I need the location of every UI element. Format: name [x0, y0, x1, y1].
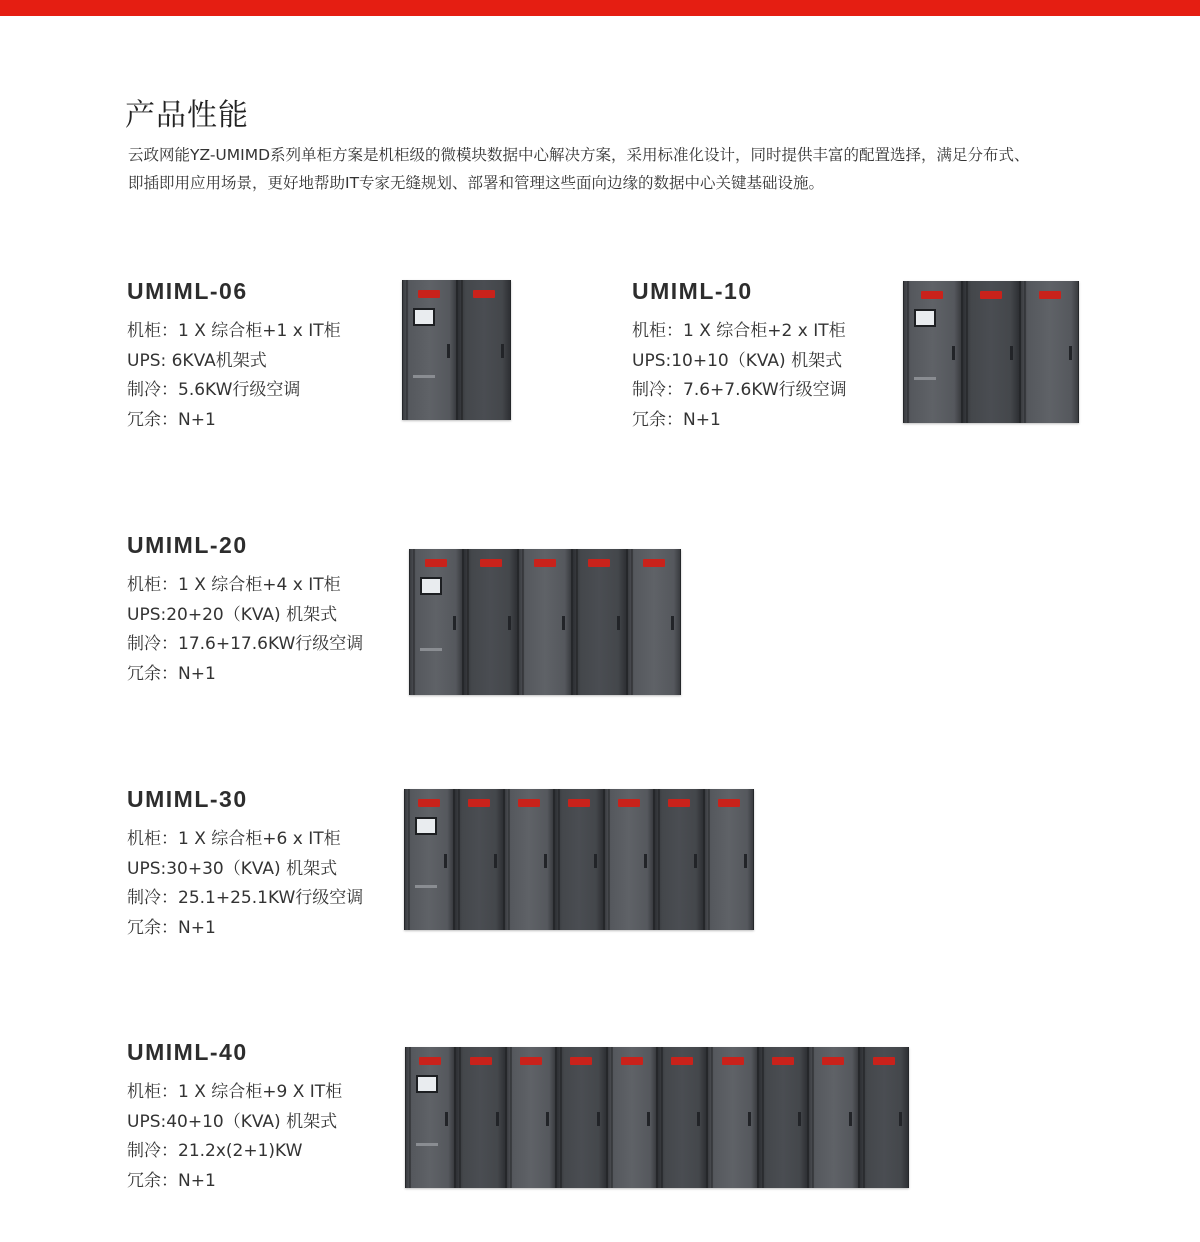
door-handle-icon [546, 1112, 549, 1126]
brand-logo-icon [722, 1057, 744, 1065]
door-handle-icon [1010, 346, 1013, 360]
spec-cabinet: 机柜：1 X 综合柜+9 X IT柜 [127, 1082, 343, 1102]
spec-ups: UPS: 6KVA机架式 [127, 350, 267, 371]
integrated-cabinet [409, 549, 463, 695]
cabinet-edge [508, 789, 510, 930]
intro-line: 即插即用应用场景，更好地帮助IT专家无缝规划、部署和管理这些面向边缘的数据中心关键基础设施。 [128, 174, 825, 192]
brand-logo-icon [1039, 291, 1061, 299]
it-cabinet [572, 549, 626, 695]
it-cabinet [556, 1047, 606, 1188]
door-handle-icon [447, 344, 450, 358]
cabinet-edge [510, 1047, 512, 1188]
cabinet-edge [661, 1047, 663, 1188]
cabinet-edge [812, 1047, 814, 1188]
product-name: UMIML-30 [127, 786, 248, 812]
door-handle-icon [697, 1112, 700, 1126]
cabinet-edge [576, 549, 578, 695]
vent-slot [416, 1143, 438, 1146]
spec-cabinet: 机柜：1 X 综合柜+2 x IT柜 [632, 321, 846, 341]
spec-cooling: 制冷：21.2x(2+1)KW [127, 1141, 303, 1161]
cabinet-edge [608, 789, 610, 930]
cabinet-edge [459, 1047, 461, 1188]
door-handle-icon [544, 854, 547, 868]
door-handle-icon [798, 1112, 801, 1126]
control-screen-icon [415, 817, 437, 835]
product-umiml-30 [127, 786, 363, 943]
spec-redundancy: 冗余：N+1 [632, 409, 721, 430]
door-handle-icon [617, 616, 620, 630]
cabinet-edge [1024, 281, 1026, 423]
control-screen-icon [420, 577, 442, 595]
door-handle-icon [445, 1112, 448, 1126]
cabinet-edge [461, 280, 463, 420]
spec-list [632, 317, 847, 435]
it-cabinet [962, 281, 1021, 423]
it-cabinet [504, 789, 554, 930]
door-handle-icon [744, 854, 747, 868]
door-handle-icon [748, 1112, 751, 1126]
brand-logo-icon [568, 799, 590, 807]
spec-redundancy: 冗余：N+1 [127, 663, 216, 684]
door-handle-icon [597, 1112, 600, 1126]
it-cabinet [455, 1047, 505, 1188]
it-cabinet [704, 789, 754, 930]
door-handle-icon [594, 854, 597, 868]
door-handle-icon [647, 1112, 650, 1126]
intro-paragraph [128, 141, 1118, 197]
cabinet-edge [409, 1047, 411, 1188]
brand-logo-icon [921, 291, 943, 299]
brand-logo-icon [470, 1057, 492, 1065]
brand-logo-icon [643, 559, 665, 567]
brand-logo-icon [570, 1057, 592, 1065]
cabinet-edge [658, 789, 660, 930]
product-name: UMIML-10 [632, 278, 753, 304]
door-handle-icon [952, 346, 955, 360]
it-cabinet [654, 789, 704, 930]
integrated-cabinet [402, 280, 457, 420]
spec-cabinet: 机柜：1 X 综合柜+6 x IT柜 [127, 829, 341, 849]
brand-logo-icon [418, 290, 440, 298]
brand-logo-icon [520, 1057, 542, 1065]
cabinet-image-umiml-20 [409, 549, 681, 695]
spec-ups: UPS:30+30（KVA) 机架式 [127, 858, 338, 879]
cabinet-edge [413, 549, 415, 695]
cabinet-image-umiml-10 [903, 281, 1079, 423]
door-handle-icon [444, 854, 447, 868]
product-umiml-20 [127, 532, 363, 689]
brand-logo-icon [480, 559, 502, 567]
spec-cooling: 制冷：25.1+25.1KW行级空调 [127, 888, 364, 908]
spec-list [127, 1078, 342, 1196]
spec-redundancy: 冗余：N+1 [127, 917, 216, 938]
brand-logo-icon [418, 799, 440, 807]
it-cabinet [454, 789, 504, 930]
door-handle-icon [849, 1112, 852, 1126]
door-handle-icon [694, 854, 697, 868]
spec-cabinet: 机柜：1 X 综合柜+4 x IT柜 [127, 575, 341, 595]
product-umiml-10 [632, 278, 847, 435]
spec-cooling: 制冷：7.6+7.6KW行级空调 [632, 380, 847, 400]
cabinet-edge [711, 1047, 713, 1188]
spec-cooling: 制冷：17.6+17.6KW行级空调 [127, 634, 364, 654]
cabinet-edge [708, 789, 710, 930]
spec-redundancy: 冗余：N+1 [127, 1170, 216, 1191]
product-umiml-06 [127, 278, 341, 435]
brand-logo-icon [588, 559, 610, 567]
brand-logo-icon [980, 291, 1002, 299]
product-name: UMIML-20 [127, 532, 248, 558]
it-cabinet [657, 1047, 707, 1188]
spec-ups: UPS:10+10（KVA) 机架式 [632, 350, 843, 371]
door-handle-icon [899, 1112, 902, 1126]
spec-ups: UPS:20+20（KVA) 机架式 [127, 604, 338, 625]
vent-slot [415, 885, 437, 888]
cabinet-edge [408, 789, 410, 930]
it-cabinet [463, 549, 517, 695]
spec-list [127, 317, 341, 435]
door-handle-icon [453, 616, 456, 630]
control-screen-icon [914, 309, 936, 327]
spec-list [127, 825, 363, 943]
spec-list [127, 571, 363, 689]
spec-cooling: 制冷：5.6KW行级空调 [127, 380, 301, 400]
door-handle-icon [508, 616, 511, 630]
vent-slot [914, 377, 936, 380]
cabinet-edge [631, 549, 633, 695]
brand-logo-icon [873, 1057, 895, 1065]
brand-logo-icon [668, 799, 690, 807]
it-cabinet [607, 1047, 657, 1188]
it-cabinet [506, 1047, 556, 1188]
spec-ups: UPS:40+10（KVA) 机架式 [127, 1111, 338, 1132]
door-handle-icon [1069, 346, 1072, 360]
it-cabinet [627, 549, 681, 695]
brand-logo-icon [618, 799, 640, 807]
it-cabinet [554, 789, 604, 930]
top-accent-bar [0, 0, 1200, 16]
intro-line: 云政网能YZ-UMIMD系列单柜方案是机柜级的微模块数据中心解决方案，采用标准化设计，同时提供丰富的配置选择，满足分布式、 [128, 146, 1030, 164]
spec-cabinet: 机柜：1 X 综合柜+1 x IT柜 [127, 321, 341, 341]
brand-logo-icon [621, 1057, 643, 1065]
it-cabinet [604, 789, 654, 930]
it-cabinet [758, 1047, 808, 1188]
door-handle-icon [501, 344, 504, 358]
it-cabinet [808, 1047, 858, 1188]
control-screen-icon [416, 1075, 438, 1093]
product-name: UMIML-06 [127, 278, 248, 304]
vent-slot [420, 648, 442, 651]
door-handle-icon [494, 854, 497, 868]
it-cabinet [518, 549, 572, 695]
cabinet-edge [558, 789, 560, 930]
it-cabinet [859, 1047, 909, 1188]
brand-logo-icon [671, 1057, 693, 1065]
brand-logo-icon [419, 1057, 441, 1065]
cabinet-edge [522, 549, 524, 695]
page-title: 产品性能 [125, 98, 249, 133]
spec-redundancy: 冗余：N+1 [127, 409, 216, 430]
brand-logo-icon [473, 290, 495, 298]
cabinet-image-umiml-40 [405, 1047, 909, 1188]
brand-logo-icon [822, 1057, 844, 1065]
cabinet-edge [458, 789, 460, 930]
integrated-cabinet [404, 789, 454, 930]
vent-slot [413, 375, 435, 378]
integrated-cabinet [903, 281, 962, 423]
cabinet-edge [611, 1047, 613, 1188]
brand-logo-icon [468, 799, 490, 807]
it-cabinet [457, 280, 512, 420]
brand-logo-icon [534, 559, 556, 567]
brand-logo-icon [518, 799, 540, 807]
cabinet-edge [863, 1047, 865, 1188]
product-umiml-40 [127, 1039, 342, 1196]
it-cabinet [707, 1047, 757, 1188]
it-cabinet [1020, 281, 1079, 423]
cabinet-edge [406, 280, 408, 420]
product-name: UMIML-40 [127, 1039, 248, 1065]
door-handle-icon [671, 616, 674, 630]
brand-logo-icon [718, 799, 740, 807]
integrated-cabinet [405, 1047, 455, 1188]
cabinet-edge [560, 1047, 562, 1188]
cabinet-edge [966, 281, 968, 423]
cabinet-image-umiml-30 [404, 789, 754, 930]
brand-logo-icon [772, 1057, 794, 1065]
door-handle-icon [496, 1112, 499, 1126]
door-handle-icon [562, 616, 565, 630]
cabinet-edge [907, 281, 909, 423]
cabinet-edge [467, 549, 469, 695]
cabinet-image-umiml-06 [402, 280, 511, 420]
control-screen-icon [413, 308, 435, 326]
brand-logo-icon [425, 559, 447, 567]
door-handle-icon [644, 854, 647, 868]
cabinet-edge [762, 1047, 764, 1188]
